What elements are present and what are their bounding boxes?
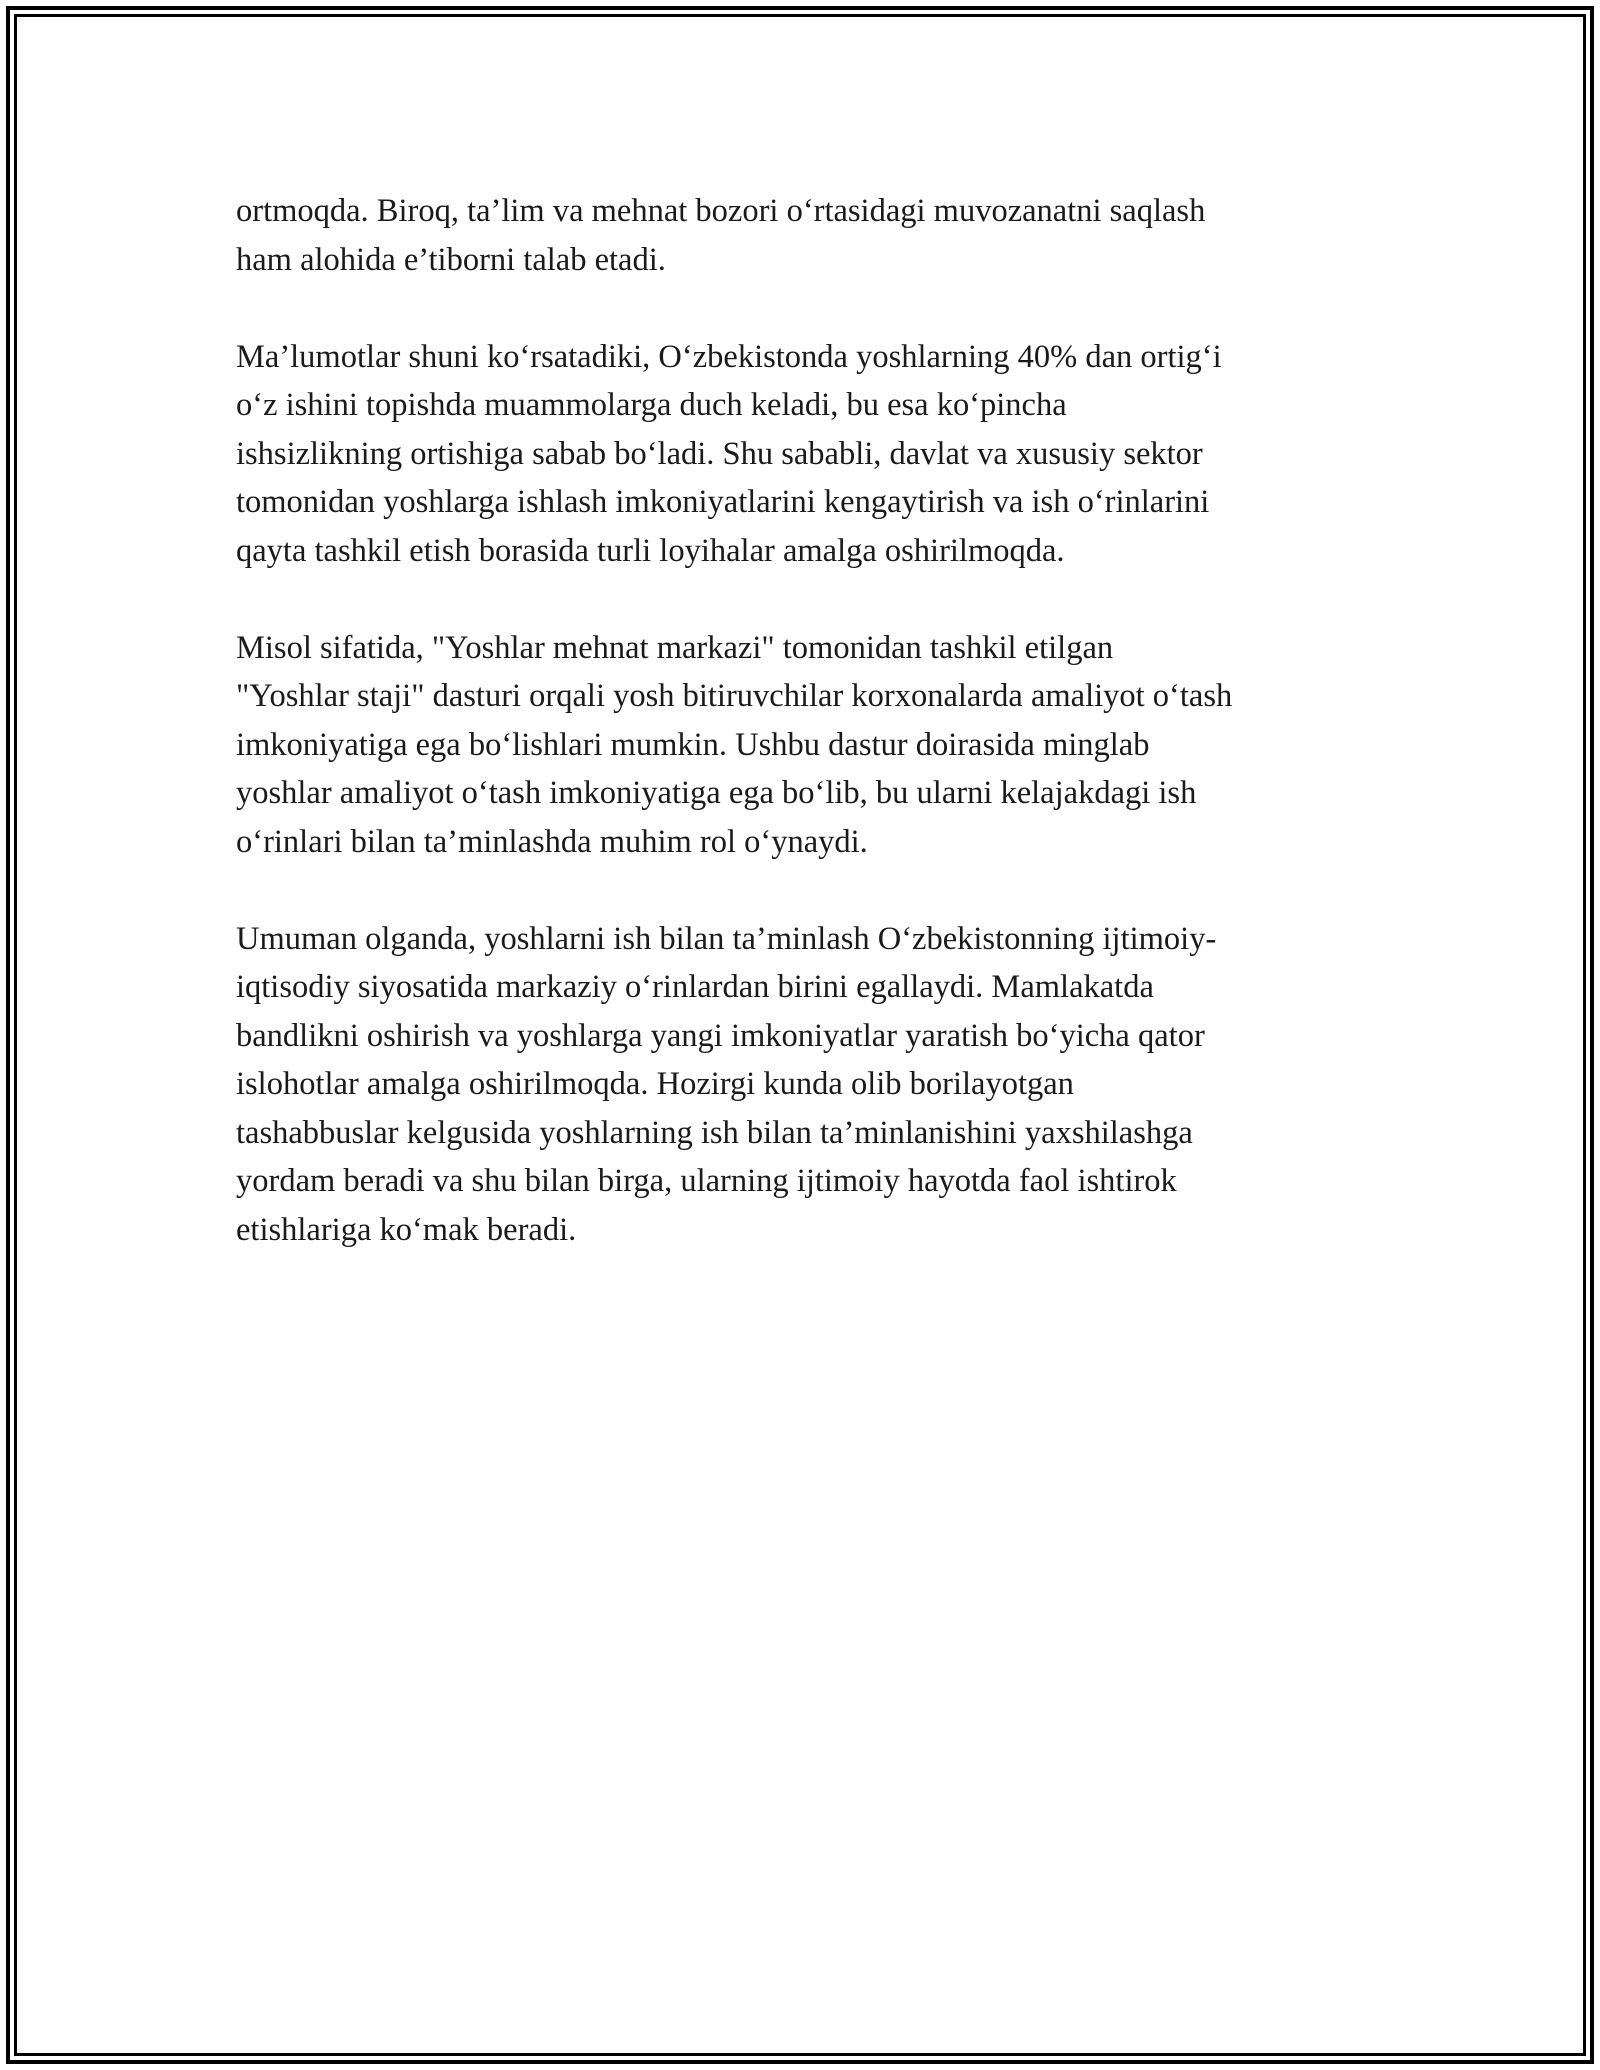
text-line: tashabbuslar kelgusida yoshlarning ish bilan ta’minlanishini yaxshilashga bbox=[236, 1114, 1193, 1151]
text-line: ham alohida e’tiborni talab etadi. bbox=[236, 241, 666, 278]
text-line: ishsizlikning ortishiga sabab bo‘ladi. Shu sababli, davlat va xususiy sektor bbox=[236, 435, 1203, 472]
paragraph-2 bbox=[236, 333, 1376, 576]
text-line: iqtisodiy siyosatida markaziy o‘rinlardan birini egallaydi. Mamlakatda bbox=[236, 969, 1154, 1005]
text-line: ortmoqda. Biroq, ta’lim va mehnat bozori o‘rtasidagi muvozanatni saqlash bbox=[236, 193, 1206, 229]
text-line: islohotlar amalga oshirilmoqda. Hozirgi kunda olib borilayotgan bbox=[236, 1066, 1074, 1102]
paragraph-3 bbox=[236, 624, 1376, 867]
text-line: yordam beradi va shu bilan birga, ularning ijtimoiy hayotda faol ishtirok bbox=[236, 1163, 1177, 1199]
text-line: "Yoshlar staji" dasturi orqali yosh bitiruvchilar korxonalarda amaliyot o‘tash bbox=[236, 678, 1233, 714]
text-line: Umuman olganda, yoshlarni ish bilan ta’minlash O‘zbekistonning ijtimoiy- bbox=[236, 920, 1217, 957]
text-line: Ma’lumotlar shuni ko‘rsatadiki, O‘zbekistonda yoshlarning 40% dan ortig‘i bbox=[236, 338, 1222, 375]
text-line: qayta tashkil etish borasida turli loyihalar amalga oshirilmoqda. bbox=[236, 532, 1065, 569]
text-line: bandlikni oshirish va yoshlarga yangi imkoniyatlar yaratish bo‘yicha qator bbox=[236, 1017, 1205, 1054]
text-line: imkoniyatiga ega bo‘lishlari mumkin. Ushbu dastur doirasida minglab bbox=[236, 726, 1150, 763]
text-line: yoshlar amaliyot o‘tash imkoniyatiga ega bo‘lib, bu ularni kelajakdagi ish bbox=[236, 775, 1197, 811]
text-line: o‘z ishini topishda muammolarga duch keladi, bu esa ko‘pincha bbox=[236, 387, 1067, 423]
paragraph-1 bbox=[236, 187, 1376, 284]
document-body bbox=[236, 187, 1376, 1303]
text-line: tomonidan yoshlarga ishlash imkoniyatlarini kengaytirish va ish o‘rinlarini bbox=[236, 484, 1210, 520]
paragraph-4 bbox=[236, 915, 1376, 1255]
text-line: o‘rinlari bilan ta’minlashda muhim rol o‘ynaydi. bbox=[236, 823, 868, 860]
text-line: Misol sifatida, "Yoshlar mehnat markazi" tomonidan tashkil etilgan bbox=[236, 629, 1114, 666]
text-line: etishlariga ko‘mak beradi. bbox=[236, 1211, 577, 1248]
